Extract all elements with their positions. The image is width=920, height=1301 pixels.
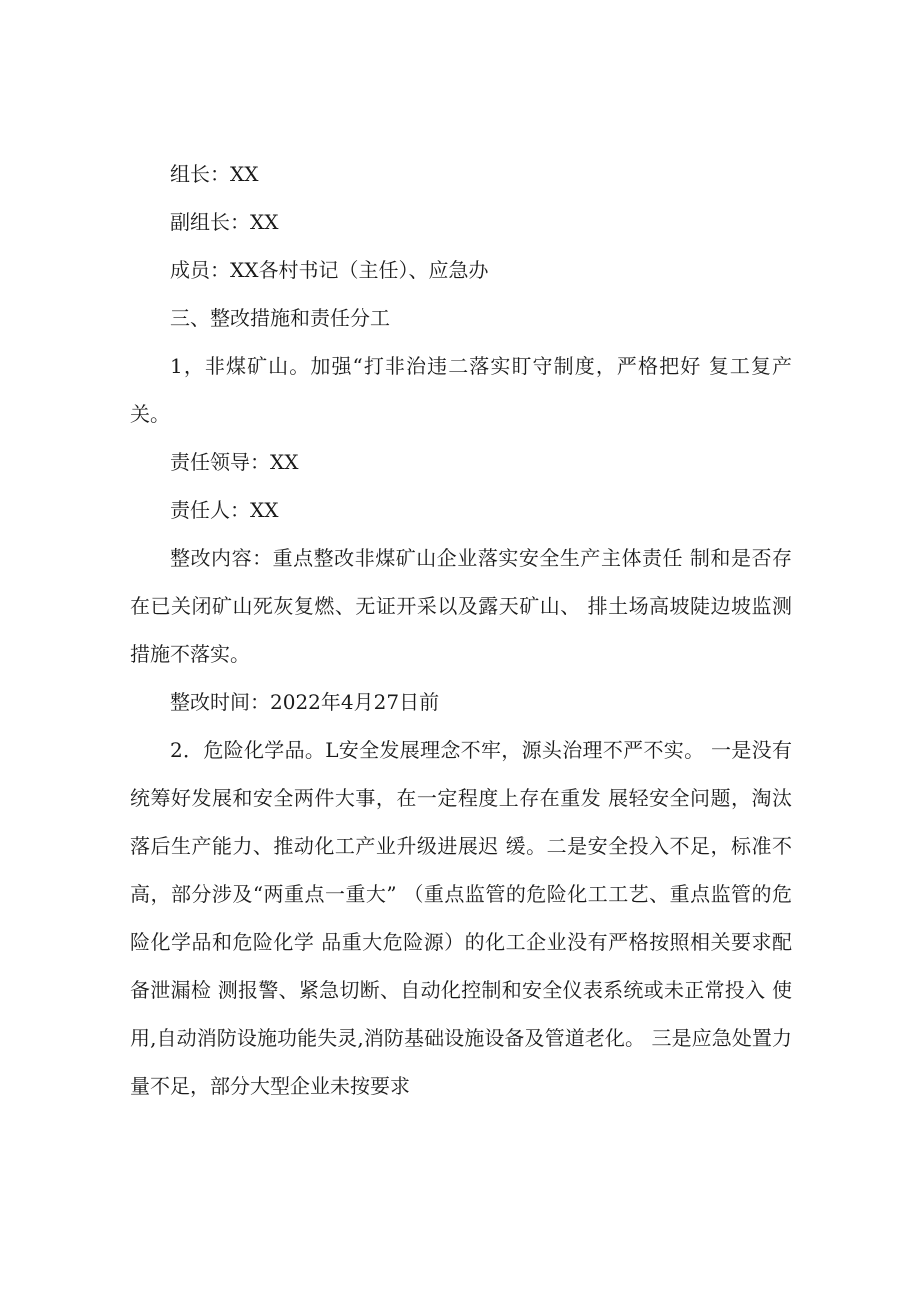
leader-line: 组长：XX xyxy=(170,162,259,186)
document-body xyxy=(130,150,792,1110)
item1-responsible-leader: 责任领导：XX xyxy=(170,450,299,474)
members-line: 成员：XX各村书记（主任）、应急办 xyxy=(170,258,489,282)
section-heading: 三、整改措施和责任分工 xyxy=(170,306,390,330)
item2-paragraph: 2．危险化学品。L安全发展理念不牢，源头治理不严不实。 一是没有统筹好发展和安全两件大事，在一定程度上存在重发 展轻安全问题，淘汰落后生产能力、推动化工产业升级进展迟 缓。二是安全投入不足，标准不高，部分涉及“两重点一重大” （重点监管的危险化工工艺、重点监管的危险化学品和危险化学 品重大危险源）的化工企业没有严格按照相关要求配备泄漏检 测报警、紧急切断、自动化控制和安全仪表系统或未正常投入 使用,自动消防设施功能失灵,消防基础设施设备及管道老化。 三是应急处置力量不足，部分大型企业未按要求 xyxy=(130,738,792,1098)
item1-content: 整改内容：重点整改非煤矿山企业落实安全生产主体责任 制和是否存在已关闭矿山死灰复燃、无证开采以及露天矿山、 排土场高坡陡边坡监测措施不落实。 xyxy=(130,546,792,666)
item1-deadline: 整改时间：2022年4月27日前 xyxy=(170,690,440,714)
item1-responsible-person: 责任人：XX xyxy=(170,498,279,522)
item1-paragraph: 1，非煤矿山。加强“打非治违二落实盯守制度，严格把好 复工复产关。 xyxy=(130,354,792,426)
deputy-leader-line: 副组长：XX xyxy=(170,210,279,234)
